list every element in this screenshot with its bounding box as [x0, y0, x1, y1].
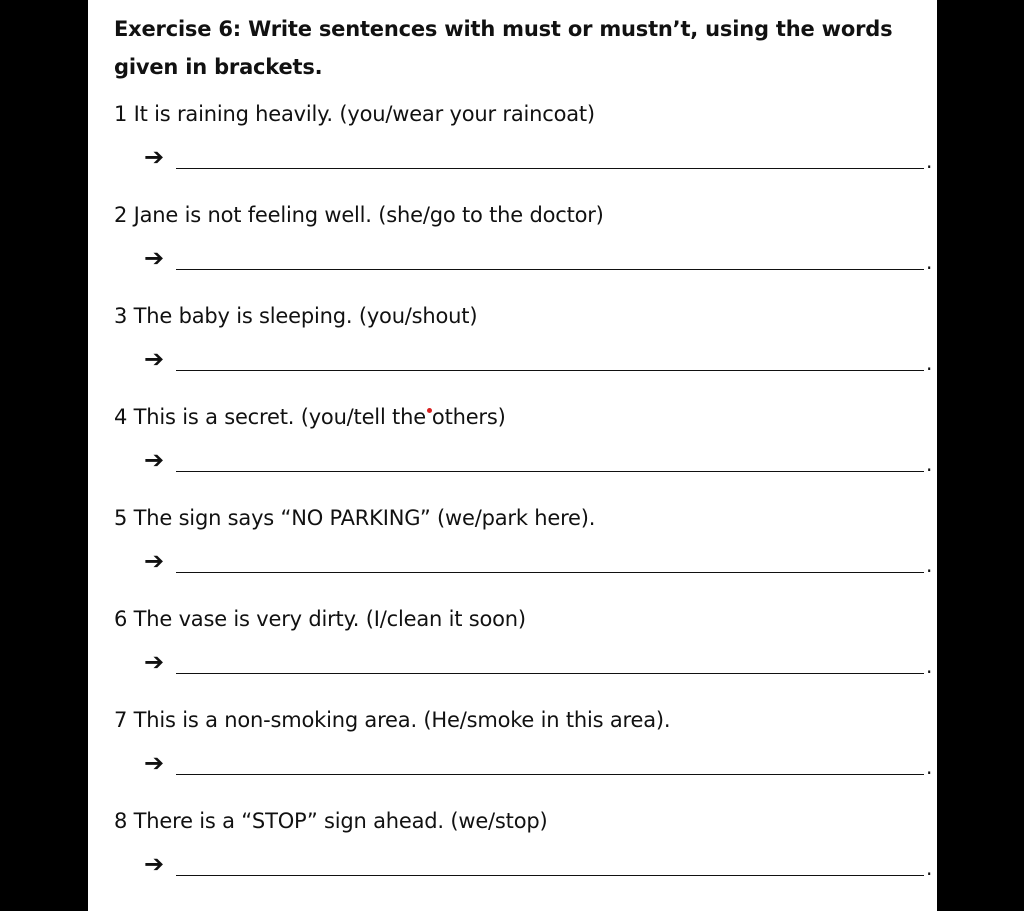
item-prompt: 7 This is a non-smoking area. (He/smoke in this area).: [114, 708, 671, 732]
period: .: [926, 553, 933, 577]
right-arrow-icon: ➔: [144, 244, 165, 272]
period: .: [926, 755, 933, 779]
right-arrow-icon: ➔: [144, 749, 165, 777]
item-prompt: 8 There is a “STOP” sign ahead. (we/stop): [114, 809, 548, 833]
exercise-item: [114, 808, 933, 898]
period: .: [926, 452, 933, 476]
answer-row: [144, 547, 944, 587]
answer-blank-line[interactable]: [176, 168, 924, 169]
worksheet-page: [88, 0, 937, 911]
right-arrow-icon: ➔: [144, 547, 165, 575]
exercise-item: [114, 707, 933, 797]
exercise-item: [114, 404, 933, 494]
answer-row: [144, 345, 944, 385]
right-arrow-icon: ➔: [144, 143, 165, 171]
item-prompt: 3 The baby is sleeping. (you/shout): [114, 304, 478, 328]
right-arrow-icon: ➔: [144, 446, 165, 474]
answer-blank-line[interactable]: [176, 269, 924, 270]
answer-blank-line[interactable]: [176, 673, 924, 674]
answer-row: [144, 446, 944, 486]
answer-row: [144, 143, 944, 183]
answer-row: [144, 244, 944, 284]
right-arrow-icon: ➔: [144, 850, 165, 878]
period: .: [926, 856, 933, 880]
item-prompt: 6 The vase is very dirty. (I/clean it soon): [114, 607, 526, 631]
item-prompt: [114, 404, 506, 430]
item-prompt-part: others): [431, 405, 506, 429]
exercise-item: [114, 505, 933, 595]
exercise-item: [114, 303, 933, 393]
exercise-item: [114, 101, 933, 191]
answer-blank-line[interactable]: [176, 572, 924, 573]
answer-blank-line[interactable]: [176, 875, 924, 876]
item-prompt-part: 4 This is a secret. (you/tell the: [114, 405, 426, 429]
exercise-item: [114, 606, 933, 696]
right-arrow-icon: ➔: [144, 648, 165, 676]
period: .: [926, 250, 933, 274]
answer-blank-line[interactable]: [176, 774, 924, 775]
item-prompt: 2 Jane is not feeling well. (she/go to the doctor): [114, 203, 604, 227]
item-prompt: 5 The sign says “NO PARKING” (we/park here).: [114, 506, 596, 530]
period: .: [926, 149, 933, 173]
answer-blank-line[interactable]: [176, 471, 924, 472]
right-arrow-icon: ➔: [144, 345, 165, 373]
answer-blank-line[interactable]: [176, 370, 924, 371]
answer-row: [144, 850, 944, 890]
period: .: [926, 351, 933, 375]
period: .: [926, 654, 933, 678]
answer-row: [144, 648, 944, 688]
answer-row: [144, 749, 944, 789]
exercise-title: Exercise 6: Write sentences with must or mustn’t, using the words given in brackets.: [114, 17, 893, 79]
item-prompt: 1 It is raining heavily. (you/wear your raincoat): [114, 102, 595, 126]
exercise-item: [114, 202, 933, 292]
